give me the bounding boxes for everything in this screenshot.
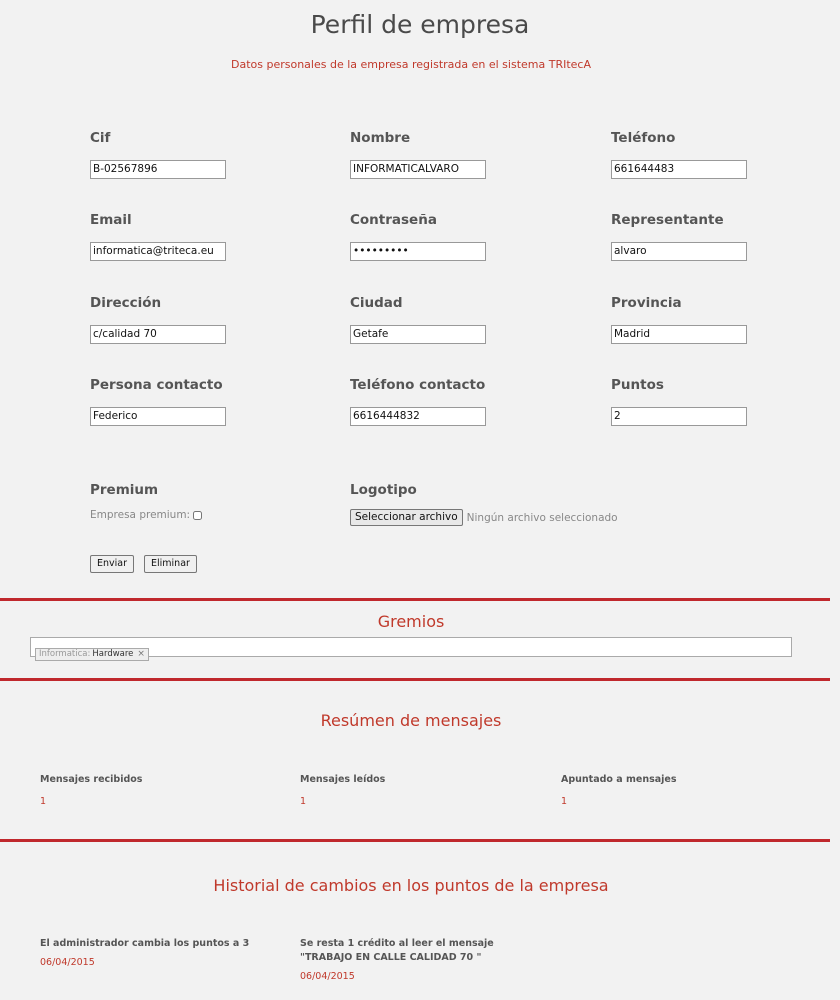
select-file-button[interactable]: Seleccionar archivo xyxy=(350,509,463,526)
telefono-label: Teléfono xyxy=(611,130,676,146)
gremio-tag-name: Hardware xyxy=(92,649,134,659)
stat-label: Apuntado a mensajes xyxy=(561,774,677,785)
stat-label: Mensajes recibidos xyxy=(40,774,143,785)
page-subtitle: Datos personales de la empresa registrada en el sistema TRItecA xyxy=(231,58,591,71)
stat-subscribed xyxy=(561,774,801,807)
premium-field xyxy=(90,481,290,521)
gremio-tag-group: Informatica: xyxy=(39,649,91,659)
email-label: Email xyxy=(90,212,132,228)
stat-label: Mensajes leídos xyxy=(300,774,386,785)
direccion-input[interactable] xyxy=(90,325,226,344)
representante-field xyxy=(611,211,771,261)
telefono-contacto-field xyxy=(350,376,510,426)
delete-button[interactable]: Eliminar xyxy=(144,555,197,573)
stat-value: 1 xyxy=(561,796,568,807)
provincia-input[interactable] xyxy=(611,325,747,344)
premium-row xyxy=(90,509,290,521)
provincia-field xyxy=(611,294,771,344)
persona-contacto-label: Persona contacto xyxy=(90,377,223,393)
puntos-field xyxy=(611,376,771,426)
file-status: Ningún archivo seleccionado xyxy=(466,511,618,524)
direccion-field xyxy=(90,294,250,344)
premium-label: Premium xyxy=(90,482,159,498)
telefono-contacto-label: Teléfono contacto xyxy=(350,377,486,393)
gremios-title: Gremios xyxy=(377,612,445,631)
password-field xyxy=(350,211,510,261)
section-divider xyxy=(0,678,830,681)
password-input[interactable] xyxy=(350,242,486,261)
stat-value: 1 xyxy=(300,796,307,807)
puntos-label: Puntos xyxy=(611,377,664,393)
remove-tag-icon[interactable]: × xyxy=(137,649,145,659)
premium-checkbox-label: Empresa premium: xyxy=(90,509,191,521)
email-field xyxy=(90,211,250,261)
telefono-field xyxy=(611,129,771,179)
representante-label: Representante xyxy=(611,212,724,228)
direccion-label: Dirección xyxy=(90,295,162,311)
puntos-input[interactable] xyxy=(611,407,747,426)
history-date: 06/04/2015 xyxy=(300,971,355,982)
email-input[interactable] xyxy=(90,242,226,261)
gremio-tag xyxy=(35,648,149,661)
logotipo-file-row xyxy=(350,509,618,526)
history-date: 06/04/2015 xyxy=(40,957,95,968)
gremios-tag-input[interactable] xyxy=(30,637,792,657)
telefono-contacto-input[interactable] xyxy=(350,407,486,426)
nombre-input[interactable] xyxy=(350,160,486,179)
representante-input[interactable] xyxy=(611,242,747,261)
ciudad-input[interactable] xyxy=(350,325,486,344)
history-text: El administrador cambia los puntos a 3 xyxy=(40,938,250,949)
persona-contacto-input[interactable] xyxy=(90,407,226,426)
resumen-title: Resúmen de mensajes xyxy=(320,711,502,730)
provincia-label: Provincia xyxy=(611,295,682,311)
stat-value: 1 xyxy=(40,796,47,807)
submit-button[interactable]: Enviar xyxy=(90,555,134,573)
logotipo-field xyxy=(350,481,618,526)
history-entry xyxy=(300,937,540,982)
cif-label: Cif xyxy=(90,130,111,146)
history-text: Se resta 1 crédito al leer el mensaje "TRABAJO EN CALLE CALIDAD 70 " xyxy=(300,938,494,963)
stat-received xyxy=(40,774,280,807)
ciudad-field xyxy=(350,294,510,344)
logotipo-label: Logotipo xyxy=(350,482,417,498)
nombre-label: Nombre xyxy=(350,130,411,146)
password-label: Contraseña xyxy=(350,212,437,228)
historial-title: Historial de cambios en los puntos de la empresa xyxy=(213,876,609,895)
page-title: Perfil de empresa xyxy=(310,10,530,39)
nombre-field xyxy=(350,129,510,179)
section-divider xyxy=(0,839,830,842)
telefono-input[interactable] xyxy=(611,160,747,179)
history-entry xyxy=(40,937,280,968)
persona-contacto-field xyxy=(90,376,250,426)
cif-input[interactable] xyxy=(90,160,226,179)
stat-read xyxy=(300,774,540,807)
section-divider xyxy=(0,598,830,601)
ciudad-label: Ciudad xyxy=(350,295,403,311)
premium-checkbox[interactable] xyxy=(193,511,202,520)
cif-field xyxy=(90,129,250,179)
